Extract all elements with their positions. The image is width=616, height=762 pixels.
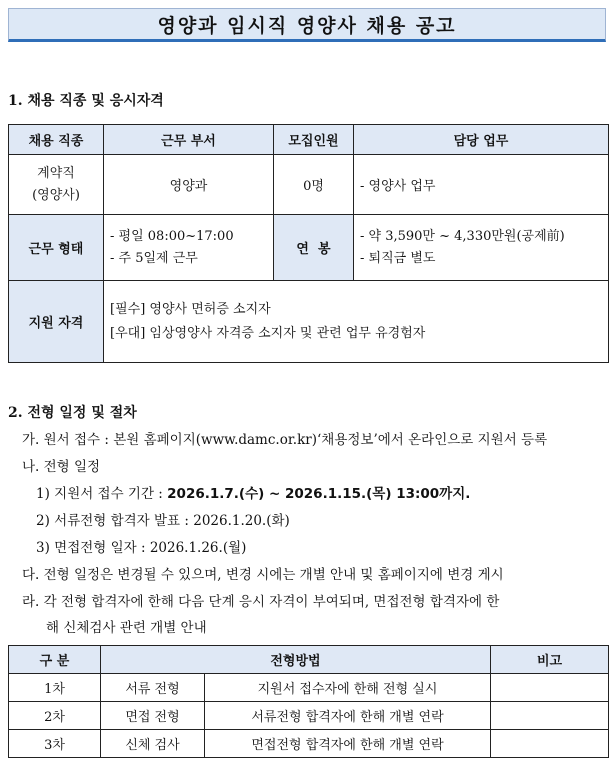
note-cell	[491, 702, 609, 730]
section2-heading: 2. 전형 일정 및 절차	[8, 405, 137, 421]
count-cell: 0명	[274, 155, 354, 215]
desc-cell: 면접전형 합격자에 한해 개별 연락	[205, 730, 491, 758]
table-row	[9, 730, 609, 758]
stage-cell: 2차	[9, 702, 101, 730]
schedule-1-dates: 2026.1.7.(수) ~ 2026.1.15.(목) 13:00까지.	[167, 486, 471, 502]
header-job: 채용 직종	[9, 125, 104, 155]
header-stage: 구 분	[9, 646, 101, 674]
salary-cell: - 약 3,590만 ~ 4,330만원(공제前) - 퇴직금 별도	[354, 215, 609, 281]
page-title: 영양과 임시직 영양사 채용 공고	[157, 14, 457, 37]
table-row	[9, 702, 609, 730]
salary-label: 연 봉	[274, 215, 354, 281]
dept-cell: 영양과	[104, 155, 274, 215]
note-cell	[491, 730, 609, 758]
note-cell	[491, 674, 609, 702]
item-ra-line2: 해 신체검사 관련 개별 안내	[46, 620, 207, 636]
table-row	[9, 215, 609, 281]
schedule-3: 3) 면접전형 일자 : 2026.1.26.(월)	[36, 540, 247, 556]
type-cell: 면접 전형	[101, 702, 205, 730]
title-banner	[8, 8, 606, 42]
table-row	[9, 281, 609, 363]
schedule-2: 2) 서류전형 합격자 발표 : 2026.1.20.(화)	[36, 513, 290, 529]
desc-cell: 서류전형 합격자에 한해 개별 연락	[205, 702, 491, 730]
table-row	[9, 674, 609, 702]
header-dept: 근무 부서	[104, 125, 274, 155]
header-duty: 담당 업무	[354, 125, 609, 155]
stage-cell: 3차	[9, 730, 101, 758]
job-cell: 계약직 (영양사)	[9, 155, 104, 215]
desc-cell: 지원서 접수자에 한해 전형 실시	[205, 674, 491, 702]
header-method: 전형방법	[101, 646, 491, 674]
recruit-table	[8, 124, 609, 363]
type-cell: 서류 전형	[101, 674, 205, 702]
item-da: 다. 전형 일정은 변경될 수 있으며, 변경 시에는 개별 안내 및 홈페이지에 변경 게시	[22, 567, 504, 583]
table-row	[9, 155, 609, 215]
schedule-1: 1) 지원서 접수 기간 : 2026.1.7.(수) ~ 2026.1.15.(목) 13:00까지.	[36, 486, 471, 502]
item-na: 나. 전형 일정	[22, 459, 101, 475]
item-ga: 가. 원서 접수 : 본원 홈페이지(www.damc.or.kr)‘채용정보’에서 온라인으로 지원서 등록	[22, 432, 548, 448]
qualification-cell: [필수] 영양사 면허증 소지자 [우대] 임상영양사 자격증 소지자 및 관련 업무 유경험자	[104, 281, 609, 363]
work-type-cell: - 평일 08:00~17:00 - 주 5일제 근무	[104, 215, 274, 281]
item-ra-line1: 라. 각 전형 합격자에 한해 다음 단계 응시 자격이 부여되며, 면접전형 합격자에 한	[22, 594, 500, 610]
duty-cell: - 영양사 업무	[354, 155, 609, 215]
header-note: 비고	[491, 646, 609, 674]
process-table	[8, 645, 609, 758]
qualification-label: 지원 자격	[9, 281, 104, 363]
type-cell: 신체 검사	[101, 730, 205, 758]
stage-cell: 1차	[9, 674, 101, 702]
work-type-label: 근무 형태	[9, 215, 104, 281]
section1-heading: 1. 채용 직종 및 응시자격	[8, 93, 164, 109]
header-count: 모집인원	[274, 125, 354, 155]
